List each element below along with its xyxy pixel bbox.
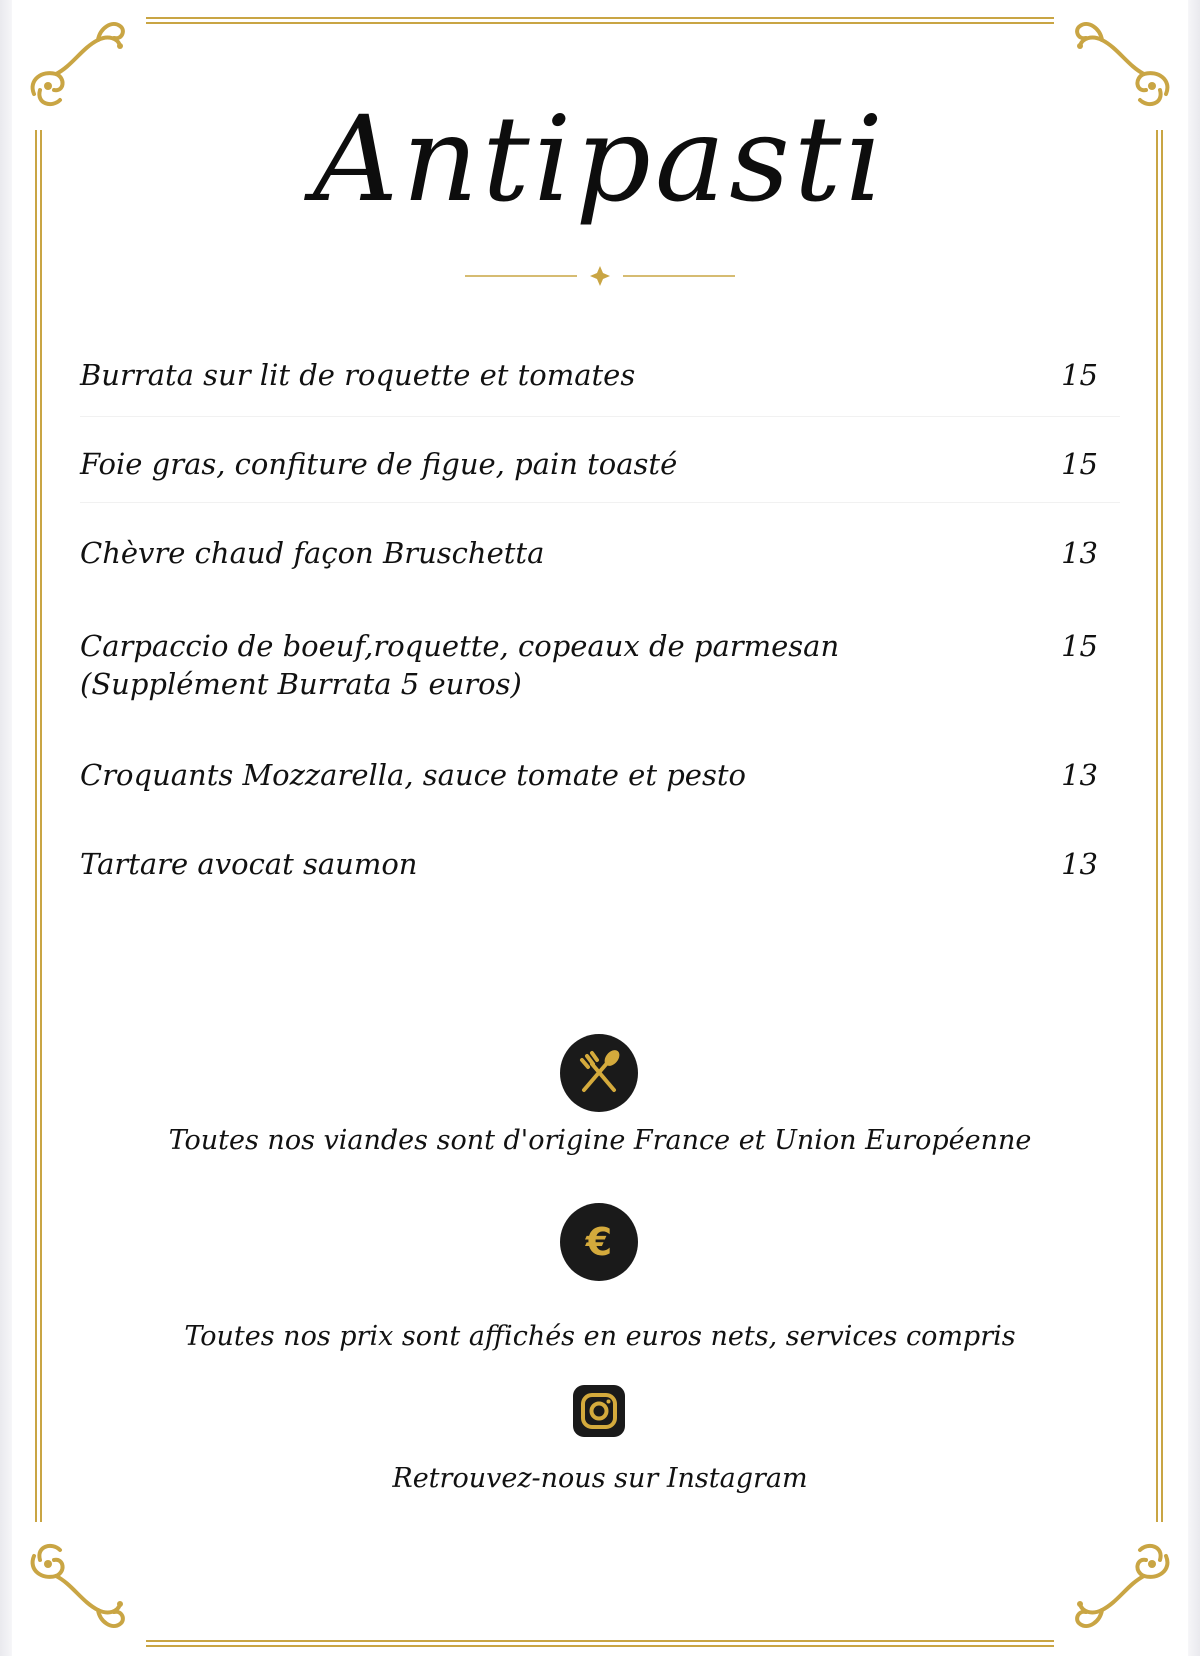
corner-ornament-icon [20, 10, 130, 110]
divider [80, 502, 1120, 503]
instagram-icon[interactable] [573, 1385, 625, 1437]
menu-item-name: Chèvre chaud façon Bruschetta [80, 536, 545, 570]
euro-symbol: € [585, 1220, 613, 1264]
menu-item-price: 15 [1061, 629, 1098, 663]
menu-item-price: 13 [1061, 847, 1098, 881]
menu-item-name: Burrata sur lit de roquette et tomates [80, 358, 636, 392]
menu-item-name: Carpaccio de boeuf,roquette, copeaux de parmesan [80, 629, 840, 663]
menu-item-price: 13 [1061, 536, 1098, 570]
menu-item-name: Foie gras, confiture de figue, pain toasté [80, 447, 678, 481]
menu-item-price: 13 [1061, 758, 1098, 792]
corner-ornament-icon [20, 1540, 130, 1640]
price-info-note: Toutes nos prix sont affichés en euros nets, services compris [184, 1321, 1016, 1352]
title-divider-star-icon [465, 266, 735, 286]
menu-item-name: Croquants Mozzarella, sauce tomate et pesto [80, 758, 746, 792]
menu-item-price: 15 [1061, 358, 1098, 392]
page-title: Antipasti [313, 90, 887, 228]
corner-ornament-icon [1070, 10, 1180, 110]
divider [80, 416, 1120, 417]
frame-top-border [146, 17, 1054, 24]
euro-icon [560, 1203, 638, 1281]
page-edge-right [1188, 0, 1200, 1656]
menu-item-name: Tartare avocat saumon [80, 847, 418, 881]
meat-origin-note: Toutes nos viandes sont d'origine France et Union Européenne [168, 1125, 1032, 1156]
frame-bottom-border [146, 1640, 1054, 1647]
frame-right-border [1156, 130, 1163, 1522]
instagram-note[interactable]: Retrouvez-nous sur Instagram [392, 1463, 808, 1494]
menu-item-supplement: (Supplément Burrata 5 euros) [80, 667, 522, 701]
frame-left-border [35, 130, 42, 1522]
fork-spoon-icon [560, 1034, 638, 1112]
menu-item-price: 15 [1061, 447, 1098, 481]
page-edge-left [0, 0, 12, 1656]
corner-ornament-icon [1070, 1540, 1180, 1640]
